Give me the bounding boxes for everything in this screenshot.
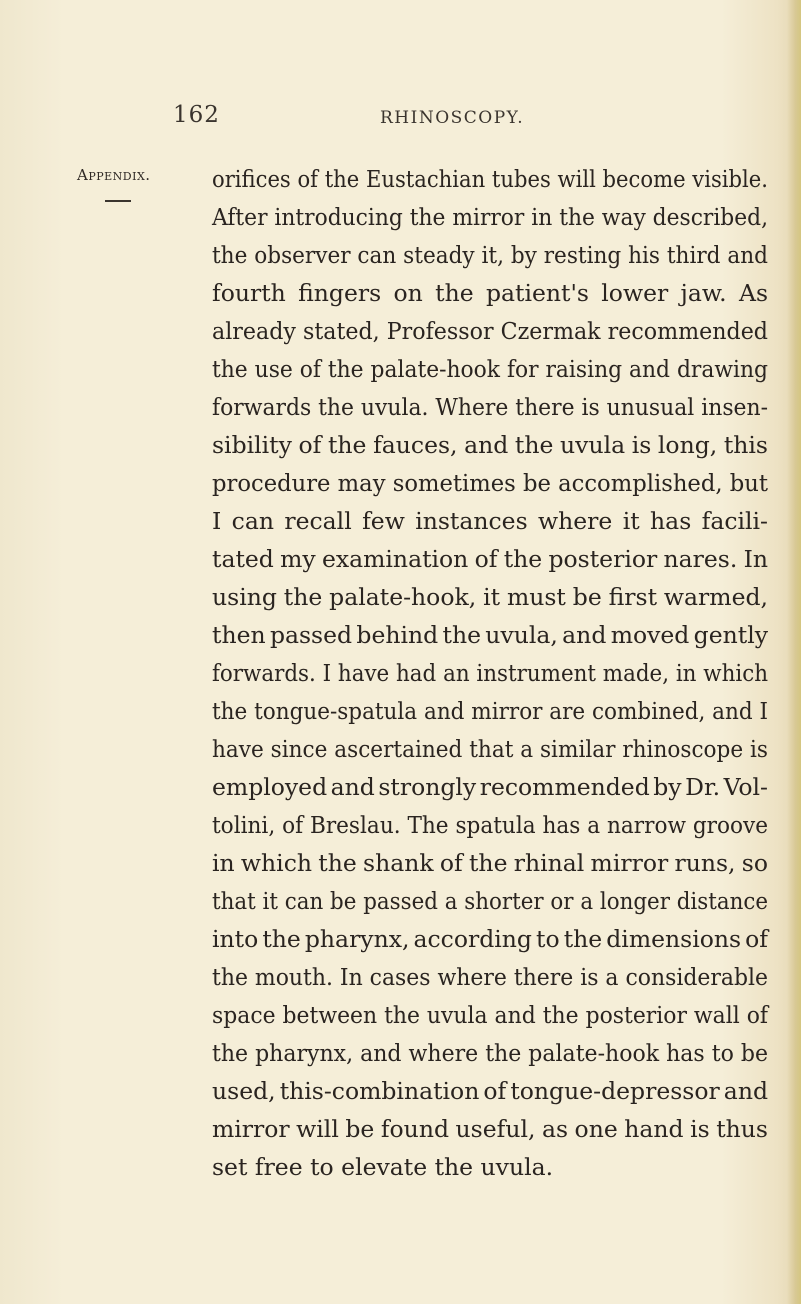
text-line: tolini, of Breslau. The spatula has a narrow groove xyxy=(212,811,768,839)
text-line: mirror will be found useful, as one hand is thus xyxy=(212,1115,768,1143)
text-line: After introducing the mirror in the way described, xyxy=(212,203,768,231)
text-line: used, this-combination of tongue-depressor and xyxy=(212,1077,768,1105)
text-line: tated my examination of the posterior nares. In xyxy=(212,545,768,573)
text-line: orifices of the Eustachian tubes will become visible. xyxy=(212,165,768,193)
page-edge-shadow xyxy=(787,0,801,1304)
text-line: that it can be passed a shorter or a longer distance xyxy=(212,887,768,915)
text-line: the use of the palate-hook for raising and drawing xyxy=(212,355,768,383)
text-line: the observer can steady it, by resting his third and xyxy=(212,241,768,269)
text-line: procedure may sometimes be accomplished, but xyxy=(212,469,768,497)
page-number: 162 xyxy=(173,102,220,128)
text-line: the pharynx, and where the palate-hook has to be xyxy=(212,1039,768,1067)
text-line: forwards the uvula. Where there is unusual insen- xyxy=(212,393,768,421)
text-line: already stated, Professor Czermak recommended xyxy=(212,317,768,345)
text-line: fourth fingers on the patient's lower jaw. As xyxy=(212,279,768,307)
text-line: set free to elevate the uvula. xyxy=(212,1153,554,1181)
text-line: employed and strongly recommended by Dr. Vol- xyxy=(212,773,768,801)
text-line: the tongue-spatula and mirror are combined, and I xyxy=(212,697,768,725)
running-head: RHINOSCOPY. xyxy=(380,108,525,128)
text-line: using the palate-hook, it must be first warmed, xyxy=(212,583,768,611)
text-line: into the pharynx, according to the dimensions of xyxy=(212,925,768,953)
margin-note-appendix: Appendix. xyxy=(77,166,151,184)
margin-rule xyxy=(105,200,131,202)
text-line: sibility of the fauces, and the uvula is long, this xyxy=(212,431,768,459)
text-line: in which the shank of the rhinal mirror runs, so xyxy=(212,849,768,877)
page-header xyxy=(0,100,801,140)
text-line: forwards. I have had an instrument made, in which xyxy=(212,659,768,687)
text-line: space between the uvula and the posterior wall of xyxy=(212,1001,768,1029)
text-line: have since ascertained that a similar rhinoscope is xyxy=(212,735,768,763)
text-line: the mouth. In cases where there is a considerable xyxy=(212,963,768,991)
text-line: I can recall few instances where it has facili- xyxy=(212,507,768,535)
text-line: then passed behind the uvula, and moved gently xyxy=(212,621,768,649)
